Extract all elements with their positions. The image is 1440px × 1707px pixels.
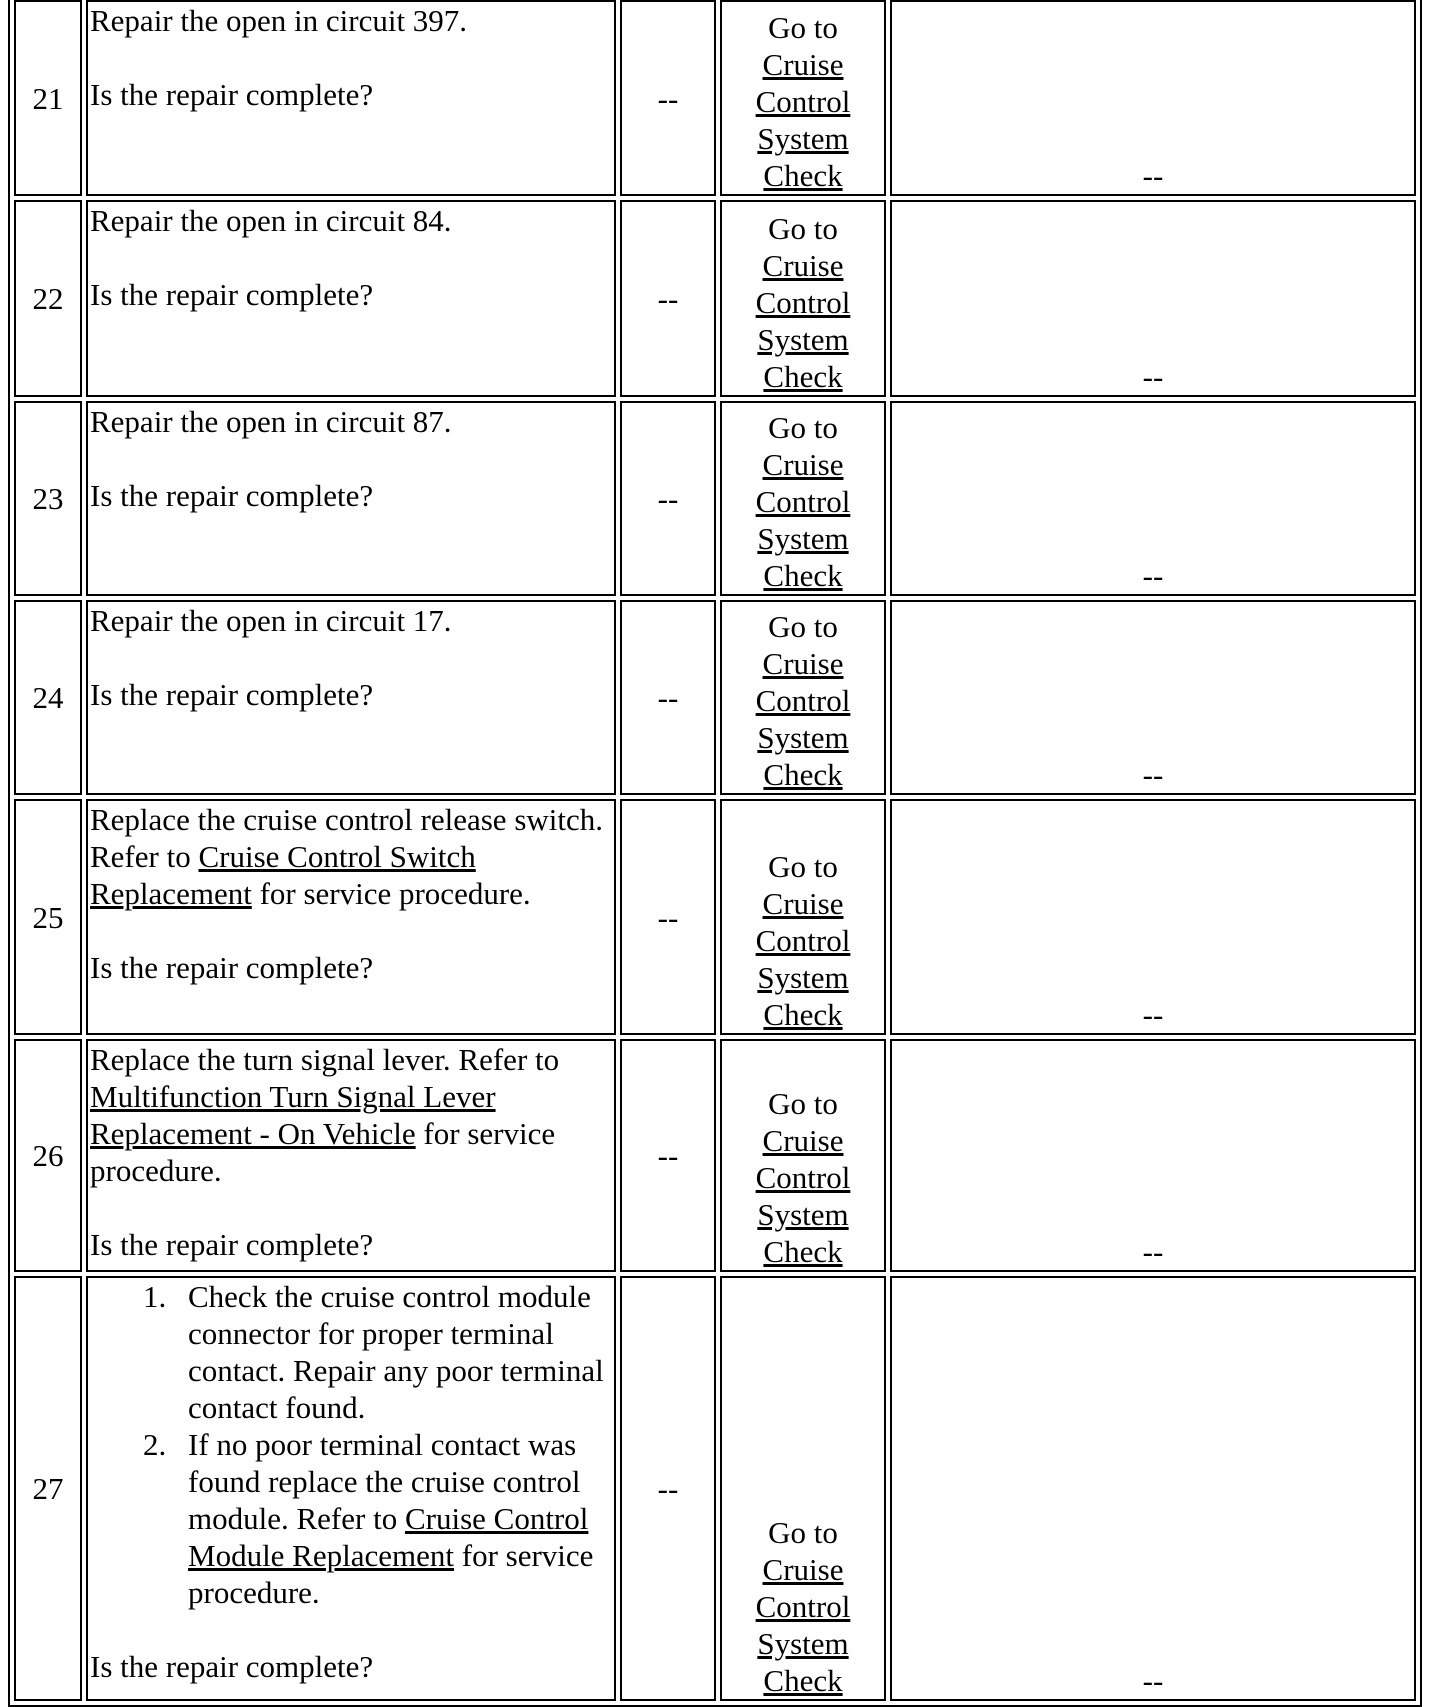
table-row (14, 200, 1416, 397)
action-text: Repair the open in circuit 87. (90, 404, 452, 439)
list-item-text-post: for service procedure. (188, 1538, 594, 1610)
question-text: Is the repair complete? (90, 478, 374, 513)
action-cell (86, 0, 616, 196)
value-cell: -- (620, 401, 716, 596)
cruise-control-system-check-link[interactable]: Cruise Control System Check (755, 1123, 851, 1269)
action-text-pre: Replace the cruise control release switch. Refer to (90, 802, 603, 874)
step-number: 25 (14, 799, 82, 1035)
yes-cell (720, 799, 886, 1035)
action-cell (86, 1276, 616, 1701)
step-number: 24 (14, 600, 82, 795)
action-text: Repair the open in circuit 17. (90, 603, 452, 638)
step-number: 21 (14, 0, 82, 196)
yes-cell (720, 200, 886, 397)
question-text: Is the repair complete? (90, 1649, 374, 1684)
step-number: 26 (14, 1039, 82, 1272)
list-item-text-pre: If no poor terminal contact was found replace the cruise control module. Refer to (188, 1427, 581, 1536)
no-cell: -- (890, 0, 1416, 196)
action-text-post: for service procedure. (90, 1116, 556, 1188)
cruise-control-system-check-link[interactable]: Cruise Control System Check (755, 47, 851, 193)
action-text-pre: Replace the turn signal lever. Refer to (90, 1042, 560, 1077)
turn-signal-lever-replacement-link[interactable]: Multifunction Turn Signal Lever Replacement - On Vehicle (90, 1079, 496, 1151)
value-cell: -- (620, 799, 716, 1035)
no-cell: -- (890, 401, 1416, 596)
step-number: 22 (14, 200, 82, 397)
value-cell: -- (620, 0, 716, 196)
cruise-control-system-check-link[interactable]: Cruise Control System Check (755, 248, 851, 394)
table-row (14, 799, 1416, 1035)
list-item: 1. Check the cruise control module connector for proper terminal contact. Repair any poor terminal contact found. (174, 1278, 612, 1426)
go-to-label: Go to (768, 1515, 838, 1550)
go-to-label: Go to (768, 10, 838, 45)
step-number: 27 (14, 1276, 82, 1701)
cruise-control-system-check-link[interactable]: Cruise Control System Check (755, 646, 851, 792)
cruise-control-switch-replacement-link[interactable]: Cruise Control Switch Replacement (90, 839, 476, 911)
go-to-label: Go to (768, 410, 838, 445)
value-cell: -- (620, 200, 716, 397)
go-to-label: Go to (768, 849, 838, 884)
action-cell (86, 401, 616, 596)
value-cell: -- (620, 1276, 716, 1701)
action-text-post: for service procedure. (251, 876, 531, 911)
no-cell: -- (890, 799, 1416, 1035)
action-text: Repair the open in circuit 84. (90, 203, 452, 238)
value-cell: -- (620, 1039, 716, 1272)
action-text: Repair the open in circuit 397. (90, 3, 468, 38)
yes-cell (720, 0, 886, 196)
cruise-control-system-check-link[interactable]: Cruise Control System Check (755, 1552, 851, 1698)
yes-cell (720, 600, 886, 795)
action-cell (86, 799, 616, 1035)
no-cell: -- (890, 1039, 1416, 1272)
go-to-label: Go to (768, 211, 838, 246)
no-cell: -- (890, 600, 1416, 795)
action-cell (86, 1039, 616, 1272)
action-cell (86, 600, 616, 795)
procedure-list (90, 1278, 612, 1611)
question-text: Is the repair complete? (90, 77, 374, 112)
question-text: Is the repair complete? (90, 1227, 374, 1262)
question-text: Is the repair complete? (90, 277, 374, 312)
list-item (174, 1426, 612, 1611)
table-row (14, 1276, 1416, 1701)
no-cell: -- (890, 1276, 1416, 1701)
action-text (90, 1041, 612, 1189)
cruise-control-module-replacement-link[interactable]: Cruise Control Module Replacement (188, 1501, 589, 1573)
cruise-control-system-check-link[interactable]: Cruise Control System Check (755, 886, 851, 1032)
action-cell (86, 200, 616, 397)
yes-cell (720, 401, 886, 596)
diagnostic-table (8, 0, 1422, 1707)
diagnostic-table-container (8, 0, 1422, 1698)
cruise-control-system-check-link[interactable]: Cruise Control System Check (755, 447, 851, 593)
value-cell: -- (620, 600, 716, 795)
yes-cell (720, 1039, 886, 1272)
table-row (14, 0, 1416, 196)
table-row (14, 1039, 1416, 1272)
step-number: 23 (14, 401, 82, 596)
go-to-label: Go to (768, 609, 838, 644)
action-text (90, 801, 612, 912)
go-to-label: Go to (768, 1086, 838, 1121)
table-row (14, 401, 1416, 596)
no-cell: -- (890, 200, 1416, 397)
table-row (14, 600, 1416, 795)
question-text: Is the repair complete? (90, 950, 374, 985)
question-text: Is the repair complete? (90, 677, 374, 712)
yes-cell (720, 1276, 886, 1701)
